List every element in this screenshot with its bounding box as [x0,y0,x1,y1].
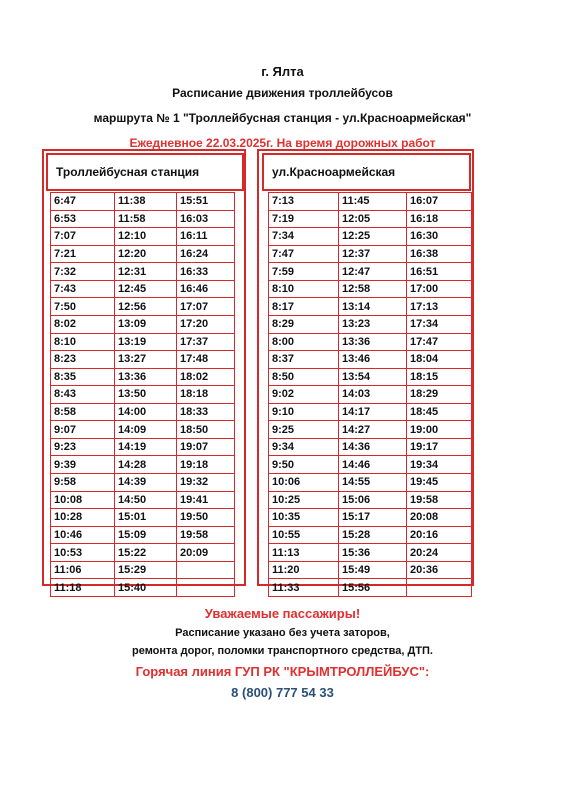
departure-time-cell: 16:46 [177,280,235,298]
departure-time-cell: 10:55 [269,526,339,544]
departure-time-cell: 19:00 [407,421,472,439]
departure-time-cell: 13:54 [339,368,407,386]
departure-time-cell: 14:03 [339,386,407,404]
departure-time-cell: 7:32 [51,263,115,281]
departure-time-cell: 6:53 [51,210,115,228]
departure-time-cell: 7:13 [269,193,339,211]
table-row [51,403,235,421]
departure-time-cell: 19:34 [407,456,472,474]
departure-time-cell: 20:36 [407,561,472,579]
table-row [51,561,235,579]
departure-time-cell: 9:39 [51,456,115,474]
departure-time-cell: 12:37 [339,245,407,263]
departure-time-cell: 17:34 [407,315,472,333]
departure-time-cell: 13:23 [339,315,407,333]
table-row [51,421,235,439]
departure-time-cell: 16:38 [407,245,472,263]
departure-time-cell: 18:50 [177,421,235,439]
table-row [269,315,472,333]
departure-time-cell: 12:05 [339,210,407,228]
departure-time-cell: 11:45 [339,193,407,211]
table-row [269,526,472,544]
departure-time-cell: 6:47 [51,193,115,211]
table-row [269,298,472,316]
right-stop-header: ул.Красноармейская [262,153,471,191]
table-row [51,579,235,597]
departure-time-cell: 17:20 [177,315,235,333]
departure-time-cell: 8:17 [269,298,339,316]
hotline-label: Горячая линия ГУП РК "КРЫМТРОЛЛЕЙБУС": [135,664,430,679]
table-row [51,509,235,527]
left-departures-table [50,192,235,597]
departure-time-cell: 20:16 [407,526,472,544]
departure-time-cell: 10:53 [51,544,115,562]
departure-time-cell: 8:58 [51,403,115,421]
departure-time-cell: 12:10 [115,228,177,246]
departure-time-cell: 15:17 [339,509,407,527]
departure-time-cell: 13:14 [339,298,407,316]
passenger-greeting: Уважаемые пассажиры! [204,606,361,621]
departure-time-cell: 14:17 [339,403,407,421]
departure-time-cell: 8:10 [51,333,115,351]
departure-time-cell: 18:02 [177,368,235,386]
route-title: маршрута № 1 "Троллейбусная станция - ул.Красноармейская" [93,111,472,125]
departure-time-cell: 18:33 [177,403,235,421]
departure-time-cell: 16:51 [407,263,472,281]
table-row [269,561,472,579]
departure-time-cell: 10:35 [269,509,339,527]
table-row [269,193,472,211]
table-row [269,579,472,597]
table-row [269,368,472,386]
departure-time-cell: 15:06 [339,491,407,509]
table-row [269,386,472,404]
table-row [51,333,235,351]
departure-time-cell: 8:35 [51,368,115,386]
departure-time-cell: 11:20 [269,561,339,579]
table-row [269,333,472,351]
departure-time-cell: 13:19 [115,333,177,351]
table-row [51,544,235,562]
table-row [269,280,472,298]
departure-time-cell: 15:09 [115,526,177,544]
schedule-title: Расписание движения троллейбусов [172,86,393,100]
table-row [51,368,235,386]
departure-time-cell: 10:25 [269,491,339,509]
table-row [51,228,235,246]
departure-time-cell: 16:03 [177,210,235,228]
departure-time-cell: 7:19 [269,210,339,228]
departure-time-cell: 12:58 [339,280,407,298]
departure-time-cell: 18:45 [407,403,472,421]
departure-time-cell: 13:36 [115,368,177,386]
departure-time-cell: 17:48 [177,351,235,369]
departure-time-cell: 17:47 [407,333,472,351]
departure-time-cell: 19:58 [177,526,235,544]
departure-time-cell: 15:56 [339,579,407,597]
departure-time-cell: 8:29 [269,315,339,333]
departure-time-cell: 12:25 [339,228,407,246]
departure-time-cell: 19:50 [177,509,235,527]
departure-time-cell: 14:39 [115,474,177,492]
departure-time-cell: 15:36 [339,544,407,562]
departure-time-cell: 16:07 [407,193,472,211]
table-row [269,438,472,456]
departure-time-cell: 9:23 [51,438,115,456]
departure-time-cell: 13:50 [115,386,177,404]
departure-time-cell: 19:32 [177,474,235,492]
departure-time-cell: 15:51 [177,193,235,211]
right-departures-table [268,192,472,597]
departure-time-cell: 19:58 [407,491,472,509]
departure-time-cell: 15:29 [115,561,177,579]
departure-time-cell: 18:04 [407,351,472,369]
departure-time-cell: 20:09 [177,544,235,562]
departure-time-cell: 7:07 [51,228,115,246]
departure-time-cell: 7:21 [51,245,115,263]
departure-time-cell: 13:36 [339,333,407,351]
table-row [51,491,235,509]
departure-time-cell: 14:46 [339,456,407,474]
departure-time-cell [407,579,472,597]
departure-time-cell: 16:24 [177,245,235,263]
left-stop-header: Троллейбусная станция [46,153,244,191]
departure-time-cell: 7:59 [269,263,339,281]
table-row [269,544,472,562]
departure-time-cell: 11:58 [115,210,177,228]
schedule-notice: Ежедневное 22.03.2025г. На время дорожных работ [129,136,436,150]
departure-time-cell: 11:13 [269,544,339,562]
departure-time-cell: 12:45 [115,280,177,298]
table-row [269,474,472,492]
table-row [269,245,472,263]
departure-time-cell: 18:29 [407,386,472,404]
departure-time-cell: 14:09 [115,421,177,439]
table-row [51,456,235,474]
departure-time-cell [177,579,235,597]
departure-time-cell: 17:13 [407,298,472,316]
departure-time-cell: 7:50 [51,298,115,316]
departure-time-cell: 7:34 [269,228,339,246]
departure-time-cell: 8:00 [269,333,339,351]
table-row [269,263,472,281]
table-row [269,491,472,509]
departure-time-cell: 14:55 [339,474,407,492]
table-row [51,193,235,211]
departure-time-cell: 8:23 [51,351,115,369]
departure-time-cell: 15:49 [339,561,407,579]
departure-time-cell: 18:15 [407,368,472,386]
departure-time-cell: 14:27 [339,421,407,439]
departure-time-cell: 20:08 [407,509,472,527]
departure-time-cell: 18:18 [177,386,235,404]
departure-time-cell: 14:28 [115,456,177,474]
departure-time-cell: 12:31 [115,263,177,281]
departure-time-cell: 16:33 [177,263,235,281]
departure-time-cell: 10:46 [51,526,115,544]
departure-time-cell: 19:18 [177,456,235,474]
table-row [269,228,472,246]
departure-time-cell: 8:50 [269,368,339,386]
departure-time-cell: 12:47 [339,263,407,281]
departure-time-cell: 8:37 [269,351,339,369]
departure-time-cell: 16:11 [177,228,235,246]
departure-time-cell: 19:07 [177,438,235,456]
departure-time-cell: 14:36 [339,438,407,456]
departure-time-cell: 19:17 [407,438,472,456]
departure-time-cell: 15:40 [115,579,177,597]
table-row [269,403,472,421]
table-row [51,526,235,544]
departure-time-cell: 14:00 [115,403,177,421]
departure-time-cell: 14:50 [115,491,177,509]
departure-time-cell: 9:02 [269,386,339,404]
departure-time-cell [177,561,235,579]
departure-time-cell: 9:34 [269,438,339,456]
departure-time-cell: 10:28 [51,509,115,527]
city-title: г. Ялта [261,64,304,79]
departure-time-cell: 15:28 [339,526,407,544]
departure-time-cell: 11:06 [51,561,115,579]
table-row [51,210,235,228]
departure-time-cell: 11:18 [51,579,115,597]
departure-time-cell: 8:43 [51,386,115,404]
departure-time-cell: 16:30 [407,228,472,246]
departure-time-cell: 17:37 [177,333,235,351]
departure-time-cell: 9:25 [269,421,339,439]
table-row [269,421,472,439]
departure-time-cell: 12:20 [115,245,177,263]
departure-time-cell: 10:08 [51,491,115,509]
table-row [51,474,235,492]
departure-time-cell: 20:24 [407,544,472,562]
departure-time-cell: 11:38 [115,193,177,211]
departure-time-cell: 13:27 [115,351,177,369]
departure-time-cell: 9:10 [269,403,339,421]
departure-time-cell: 8:02 [51,315,115,333]
table-row [269,456,472,474]
table-row [51,298,235,316]
table-row [269,351,472,369]
departure-time-cell: 9:07 [51,421,115,439]
hotline-phone: 8 (800) 777 54 33 [231,685,334,700]
departure-time-cell: 7:43 [51,280,115,298]
disclaimer-line-2: ремонта дорог, поломки транспортного средства, ДТП. [132,645,433,657]
table-row [51,351,235,369]
departure-time-cell: 10:06 [269,474,339,492]
table-row [51,386,235,404]
departure-time-cell: 14:19 [115,438,177,456]
table-row [51,438,235,456]
table-row [51,245,235,263]
table-row [51,315,235,333]
table-row [51,263,235,281]
departure-time-cell: 17:07 [177,298,235,316]
table-row [269,509,472,527]
departure-time-cell: 19:41 [177,491,235,509]
departure-time-cell: 15:01 [115,509,177,527]
departure-time-cell: 12:56 [115,298,177,316]
table-row [269,210,472,228]
departure-time-cell: 13:09 [115,315,177,333]
departure-time-cell: 8:10 [269,280,339,298]
disclaimer-line-1: Расписание указано без учета заторов, [175,627,390,639]
departure-time-cell: 13:46 [339,351,407,369]
departure-time-cell: 7:47 [269,245,339,263]
departure-time-cell: 9:50 [269,456,339,474]
table-row [51,280,235,298]
departure-time-cell: 19:45 [407,474,472,492]
departure-time-cell: 15:22 [115,544,177,562]
departure-time-cell: 9:58 [51,474,115,492]
departure-time-cell: 11:33 [269,579,339,597]
departure-time-cell: 16:18 [407,210,472,228]
departure-time-cell: 17:00 [407,280,472,298]
